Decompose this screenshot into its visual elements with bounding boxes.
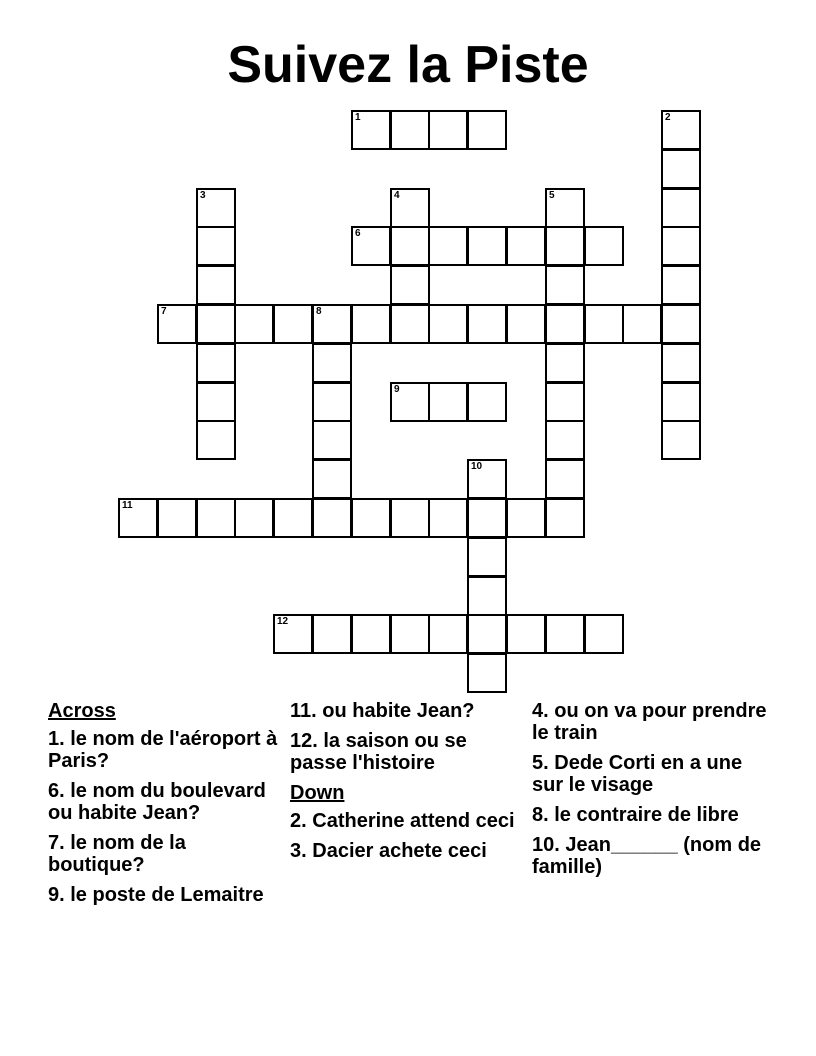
clue-text: le nom de l'aéroport à Paris? (48, 728, 278, 772)
grid-cell[interactable] (661, 188, 701, 228)
clue-number: 5. (532, 752, 549, 774)
grid-cell[interactable] (661, 149, 701, 189)
grid-cell[interactable] (584, 304, 624, 344)
grid-cell[interactable] (196, 343, 236, 383)
clue-number: 7. (48, 832, 65, 854)
grid-cell[interactable] (351, 614, 391, 654)
cell-number: 1 (355, 112, 361, 123)
grid-cell[interactable] (622, 304, 662, 344)
cell-number: 4 (394, 190, 400, 201)
cell-number: 11 (122, 500, 133, 511)
cell-number: 12 (277, 616, 289, 627)
grid-cell[interactable] (196, 382, 236, 422)
clue-number: 12. (290, 730, 318, 752)
cell-number: 6 (355, 228, 361, 239)
clue-down-3 (290, 840, 522, 862)
grid-cell[interactable] (467, 614, 507, 654)
clue-column-3 (532, 700, 772, 886)
grid-cell[interactable] (545, 498, 585, 538)
clue-text: le nom de la boutique? (48, 832, 186, 876)
clue-down-2 (290, 810, 522, 832)
grid-cell[interactable] (584, 226, 624, 266)
grid-cell[interactable] (506, 614, 546, 654)
puzzle-title: Suivez la Piste (227, 36, 589, 94)
grid-cell[interactable] (661, 110, 701, 150)
cell-number: 8 (316, 306, 322, 317)
clue-down-4 (532, 700, 772, 744)
grid-cell[interactable] (196, 304, 236, 344)
grid-cell[interactable] (545, 614, 585, 654)
grid-cell[interactable] (506, 304, 546, 344)
grid-cell[interactable] (312, 614, 352, 654)
cell-number: 7 (161, 306, 167, 317)
grid-cell[interactable] (390, 110, 430, 150)
grid-cell[interactable] (234, 304, 274, 344)
grid-cell[interactable] (273, 614, 313, 654)
grid-cell[interactable] (467, 537, 507, 577)
grid-cell[interactable] (196, 420, 236, 460)
grid-cell[interactable] (312, 304, 352, 344)
grid-cell[interactable] (467, 304, 507, 344)
clue-down-5 (532, 752, 772, 796)
grid-cell[interactable] (351, 304, 391, 344)
grid-cell[interactable] (545, 265, 585, 305)
clue-number: 3. (290, 840, 307, 862)
clue-number: 11. (290, 700, 317, 722)
grid-cell[interactable] (467, 653, 507, 693)
clue-down-10 (532, 834, 772, 878)
grid-cell[interactable] (390, 382, 430, 422)
grid-cell[interactable] (273, 498, 313, 538)
clue-down-8 (532, 804, 772, 826)
cell-number: 9 (394, 384, 400, 395)
clue-across-1 (48, 728, 278, 772)
cell-number: 10 (471, 461, 483, 472)
grid-cell[interactable] (545, 459, 585, 499)
grid-cell[interactable] (234, 498, 274, 538)
grid-cell[interactable] (428, 110, 468, 150)
grid-cell[interactable] (506, 498, 546, 538)
clue-number: 10. (532, 834, 560, 856)
grid-cell[interactable] (584, 614, 624, 654)
grid-cell[interactable] (545, 188, 585, 228)
grid-cell[interactable] (351, 110, 391, 150)
clue-across-6 (48, 780, 278, 824)
clue-across-7 (48, 832, 278, 876)
clue-number: 1. (48, 728, 65, 750)
grid-cell[interactable] (312, 459, 352, 499)
grid-cell[interactable] (661, 382, 701, 422)
grid-cell[interactable] (467, 382, 507, 422)
clue-across-11 (290, 700, 522, 722)
clue-across-12 (290, 730, 522, 774)
clue-number: 4. (532, 700, 549, 722)
grid-cell[interactable] (390, 614, 430, 654)
cell-number: 2 (665, 112, 671, 123)
across-heading: Across (48, 700, 116, 722)
clue-number: 2. (290, 810, 307, 832)
clue-column-1 (48, 700, 278, 914)
grid-cell[interactable] (157, 498, 197, 538)
cell-number: 3 (200, 190, 206, 201)
grid-cell[interactable] (351, 498, 391, 538)
clue-number: 9. (48, 884, 65, 906)
grid-cell[interactable] (390, 226, 430, 266)
grid-cell[interactable] (390, 304, 430, 344)
clue-number: 8. (532, 804, 549, 826)
grid-cell[interactable] (312, 382, 352, 422)
grid-cell[interactable] (312, 420, 352, 460)
grid-cell[interactable] (428, 382, 468, 422)
grid-cell[interactable] (273, 304, 313, 344)
grid-cell[interactable] (157, 304, 197, 344)
cell-number: 5 (549, 190, 555, 201)
grid-cell[interactable] (467, 226, 507, 266)
clue-text: Jean______ (nom de famille) (532, 834, 762, 878)
clue-across-9 (48, 884, 278, 906)
grid-cell[interactable] (545, 304, 585, 344)
grid-cell[interactable] (312, 498, 352, 538)
clue-text: le poste de Lemaitre (70, 884, 264, 906)
clue-number: 6. (48, 780, 65, 802)
grid-cell[interactable] (428, 614, 468, 654)
clue-text: Catherine attend ceci (312, 810, 515, 832)
grid-cell[interactable] (661, 304, 701, 344)
clue-text: la saison ou se passe l'histoire (290, 730, 467, 774)
grid-cell[interactable] (196, 226, 236, 266)
grid-cell[interactable] (196, 498, 236, 538)
down-heading: Down (290, 782, 345, 804)
grid-cell[interactable] (428, 226, 468, 266)
grid-cell[interactable] (545, 343, 585, 383)
grid-cell[interactable] (196, 265, 236, 305)
clue-text: le nom du boulevard ou habite Jean? (48, 780, 266, 824)
clue-text: Dacier achete ceci (312, 840, 487, 862)
grid-cell[interactable] (661, 265, 701, 305)
grid-cell[interactable] (545, 382, 585, 422)
grid-cell[interactable] (661, 420, 701, 460)
grid-cell[interactable] (661, 343, 701, 383)
grid-cell[interactable] (196, 188, 236, 228)
grid-cell[interactable] (390, 188, 430, 228)
grid-cell[interactable] (118, 498, 158, 538)
grid-cell[interactable] (467, 459, 507, 499)
clue-text: ou habite Jean? (322, 700, 475, 722)
clue-text: ou on va pour prendre le train (532, 700, 767, 744)
clue-text: Dede Corti en a une sur le visage (532, 752, 743, 796)
grid-cell[interactable] (351, 226, 391, 266)
grid-cell[interactable] (428, 304, 468, 344)
grid-cell[interactable] (545, 420, 585, 460)
clue-text: le contraire de libre (554, 804, 739, 826)
grid-cell[interactable] (661, 226, 701, 266)
grid-cell[interactable] (467, 576, 507, 616)
grid-cell[interactable] (467, 110, 507, 150)
grid-cell[interactable] (506, 226, 546, 266)
clue-column-2 (290, 700, 522, 870)
grid-cell[interactable] (390, 498, 430, 538)
grid-cell[interactable] (312, 343, 352, 383)
grid-cell[interactable] (467, 498, 507, 538)
grid-cell[interactable] (428, 498, 468, 538)
grid-cell[interactable] (390, 265, 430, 305)
grid-cell[interactable] (545, 226, 585, 266)
